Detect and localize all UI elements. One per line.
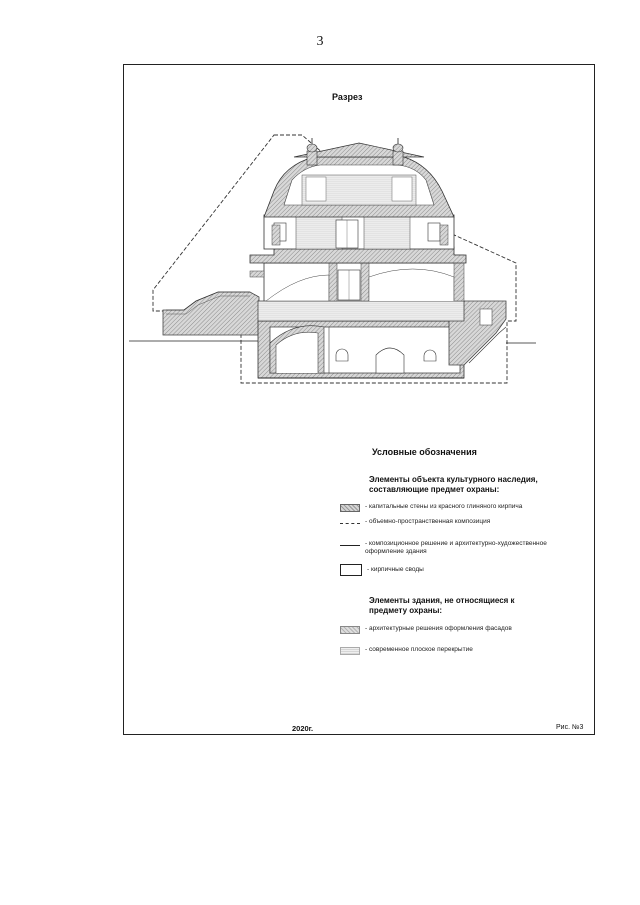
legend-swatch-solid-line: [340, 545, 360, 546]
upper-floor: [264, 215, 454, 249]
mansard-roof: [264, 143, 454, 217]
legend-item-capital-walls: [340, 503, 590, 512]
legend-group2-heading: Элементы здания, не относящиеся к предмету охраны:: [369, 596, 515, 615]
basement: [258, 321, 464, 378]
legend-swatch-hatched: [340, 504, 360, 512]
legend-label: - объемно-пространственная композиция: [365, 518, 491, 525]
legend-label: - капитальные стены из красного глиняного кирпича: [365, 503, 523, 510]
legend-item-modern-slab: [340, 646, 590, 655]
ground-floor: [250, 255, 464, 321]
legend-label: - современное плоское перекрытие: [365, 646, 473, 653]
legend-swatch-dashed-line: [340, 523, 360, 524]
legend-swatch-light-fill: [340, 647, 360, 655]
page-number: 3: [316, 34, 324, 49]
legend-heading: Условные обозначения: [372, 447, 477, 457]
legend-swatch-outline-box: [340, 564, 362, 576]
legend-item-volume-composition: [340, 518, 590, 526]
legend-item-brick-vaults: [340, 564, 590, 576]
left-stair: [129, 292, 259, 341]
legend-item-facade-decoration: [340, 625, 590, 634]
right-finial: [393, 138, 403, 165]
legend-item-composition-decoration: [340, 540, 590, 556]
legend-group1-heading: Элементы объекта культурного наследия, составляющие предмет охраны:: [369, 475, 538, 494]
drawing-frame: [123, 64, 595, 735]
left-finial: [307, 138, 317, 165]
figure-number: Рис. №3: [556, 724, 584, 731]
legend-label: - архитектурные решения оформления фасадов: [365, 625, 512, 632]
legend-label: - кирпичные своды: [367, 566, 424, 573]
drawing-title: Разрез: [332, 92, 363, 102]
legend-label: - композиционное решение и архитектурно-художественное оформление здания: [365, 540, 547, 555]
legend-swatch-gray-fill: [340, 626, 360, 634]
drawing-year: 2020г.: [292, 724, 314, 733]
